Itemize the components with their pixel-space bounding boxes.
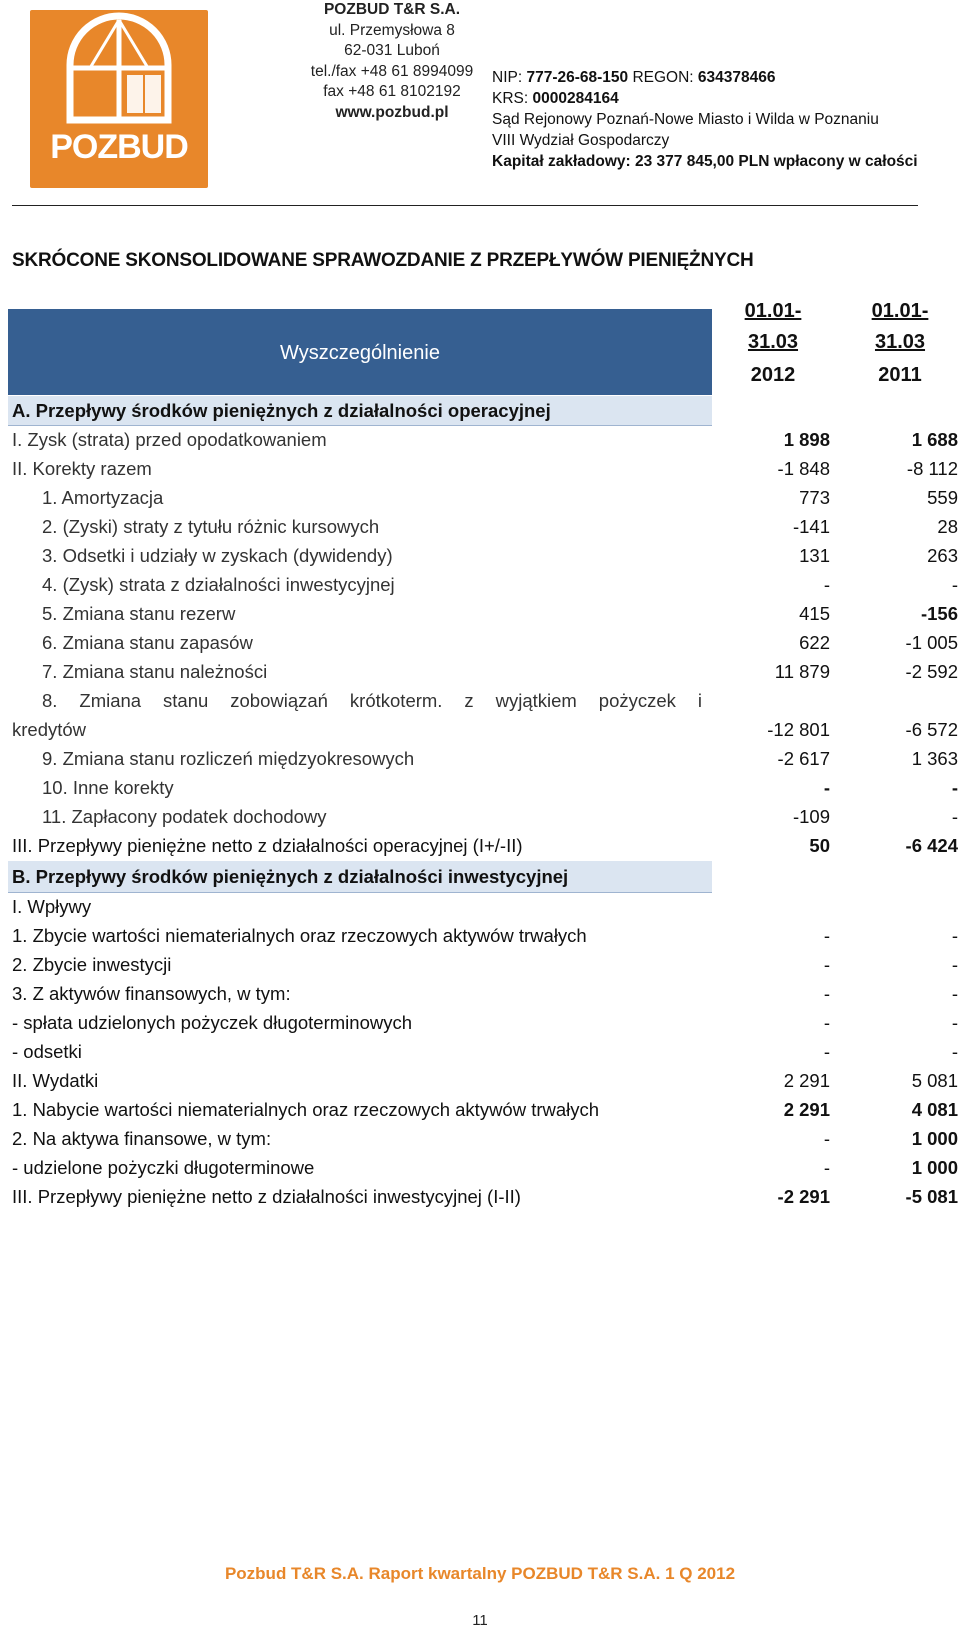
division-line: VIII Wydział Gospodarczy [492,132,670,149]
row-label-line2: kredytów [12,719,87,740]
row-label: II. Wydatki [12,1070,99,1091]
value-2012: 11 879 [774,661,830,682]
row-label: - udzielone pożyczki długoterminowe [12,1157,315,1178]
table-row [0,921,960,950]
row-label: 4. (Zysk) strata z działalności inwestycyjnej [42,574,395,595]
table-row [0,892,960,921]
table-row-total [0,831,960,860]
table-row [0,599,960,628]
krs-label: KRS: [492,90,533,107]
table-row [0,512,960,541]
row-label: 2. (Zyski) straty z tytułu różnic kursowych [42,516,380,537]
value-2011: 4 081 [911,1099,958,1120]
value-2011: -2 592 [905,661,958,682]
value-2012: - [823,925,830,946]
col2-period-end: 31.03 [874,331,926,353]
value-2011: -1 005 [905,632,958,653]
table-row [0,1008,960,1037]
row-label: - spłata udzielonych pożyczek długoterminowych [12,1012,413,1033]
row-label: 6. Zmiana stanu zapasów [42,632,253,653]
value-2012: -1 848 [777,458,830,479]
row-label: 1. Amortyzacja [42,487,164,508]
value-2012: - [823,574,830,595]
row-label: - odsetki [12,1041,82,1062]
krs-value: 0000284164 [532,90,619,107]
value-2011: 1 000 [911,1128,958,1149]
value-2011: 1 363 [911,748,958,769]
row-label: 1. Nabycie wartości niematerialnych oraz rzeczowych aktywów trwałych [12,1099,600,1120]
col2-year: 2011 [878,364,922,386]
value-2012: -109 [792,806,830,827]
value-2011: -6 424 [905,835,958,856]
section-b-label: B. Przepływy środków pieniężnych z działalności inwestycyjnej [12,866,569,887]
value-2011: 559 [927,487,958,508]
table-row [0,454,960,483]
col1-year: 2012 [750,364,796,386]
row-label: I. Wpływy [12,896,92,917]
table-row [0,628,960,657]
row-label: III. Przepływy pieniężne netto z działalności operacyjnej (I+/-II) [12,835,523,856]
value-2011: - [951,983,958,1004]
row-label: 10. Inne korekty [42,777,174,798]
value-2012: - [823,1012,830,1033]
value-2012: 773 [799,487,830,508]
regon-value: 634378466 [697,69,776,86]
value-2011: 263 [927,545,958,566]
col1-period-start: 01.01- [744,300,802,322]
column-header-description: Wyszczególnienie [280,342,440,364]
table-row [0,950,960,979]
page-number: 11 [472,1612,488,1629]
section-b-heading [0,862,960,891]
value-2012: - [823,1041,830,1062]
regon-label: REGON: [628,69,698,86]
company-website[interactable]: www.pozbud.pl [335,103,449,121]
capital-value: 23 377 845,00 PLN wpłacony w całości [634,153,918,170]
table-row [0,979,960,1008]
value-2012: - [823,954,830,975]
column-header-2012 [718,300,828,387]
value-2012: - [823,1157,830,1178]
value-2011: - [951,1012,958,1033]
company-street: ul. Przemysłowa 8 [329,21,455,39]
row-label: 2. Na aktywa finansowe, w tym: [12,1128,272,1149]
table-row [0,1153,960,1182]
row-label: 3. Z aktywów finansowych, w tym: [12,983,291,1004]
page-footer: Pozbud T&R S.A. Raport kwartalny POZBUD T&R S.A. 1 Q 2012 [224,1564,736,1583]
value-2012: - [823,1128,830,1149]
row-label: 9. Zmiana stanu rozliczeń międzyokresowych [42,748,415,769]
value-2012: -2 291 [777,1186,830,1207]
table-row [0,715,960,744]
value-2011: 28 [937,516,958,537]
value-2011: - [951,574,958,595]
row-label: I. Zysk (strata) przed opodatkowaniem [12,429,327,450]
value-2012: 131 [799,545,830,566]
nip-label: NIP: [492,69,527,86]
section-a-heading [0,396,960,425]
row-label: 7. Zmiana stanu należności [42,661,268,682]
table-row [0,425,960,454]
table-row [0,1124,960,1153]
row-label: 2. Zbycie inwestycji [12,954,172,975]
company-name: POZBUD T&R S.A. [323,1,461,18]
value-2012: -2 617 [777,748,830,769]
table-row [0,1066,960,1095]
value-2012: - [823,983,830,1004]
table-row [0,686,960,715]
nip-value: 777-26-68-150 [526,69,629,86]
value-2012: 2 291 [783,1099,830,1120]
table-row [0,570,960,599]
value-2012: - [823,777,830,798]
value-2011: - [951,1041,958,1062]
table-row [0,802,960,831]
value-2011: -6 572 [905,719,958,740]
value-2011: 1 000 [911,1157,958,1178]
value-2012: 415 [799,603,830,624]
report-title: SKRÓCONE SKONSOLIDOWANE SPRAWOZDANIE Z PRZEPŁYWÓW PIENIĘŻNYCH [12,250,754,271]
row-label: 5. Zmiana stanu rezerw [42,603,236,624]
value-2011: -156 [920,603,958,624]
value-2012: 2 291 [783,1070,830,1091]
value-2011: - [951,925,958,946]
col2-period-start: 01.01- [871,300,929,322]
logo-text: POZBUD [50,128,188,166]
col1-period-end: 31.03 [747,331,799,353]
row-label: 11. Zapłacony podatek dochodowy [42,806,327,827]
value-2011: -8 112 [906,458,958,479]
value-2011: 5 081 [911,1070,958,1091]
row-label: II. Korekty razem [12,458,152,479]
row-label: 3. Odsetki i udziały w zyskach (dywidendy) [42,545,393,566]
table-row [0,657,960,686]
company-fax: fax +48 61 8102192 [323,83,461,100]
value-2011: -5 081 [905,1186,958,1207]
value-2012: 1 898 [783,429,830,450]
company-city: 62-031 Luboń [344,42,440,59]
table-row [0,744,960,773]
table-row [0,541,960,570]
table-row-total [0,1182,960,1211]
row-label: III. Przepływy pieniężne netto z działalności inwestycyjnej (I-II) [12,1186,521,1207]
value-2011: - [951,777,958,798]
table-row [0,1037,960,1066]
value-2011: - [951,954,958,975]
row-label: 1. Zbycie wartości niematerialnych oraz rzeczowych aktywów trwałych [12,925,587,946]
capital-label: Kapitał zakładowy: [492,153,635,170]
row-label-line1: 8. Zmiana stanu zobowiązań krótkoterm. z wyjątkiem pożyczek i [42,690,702,711]
section-a-label: A. Przepływy środków pieniężnych z działalności operacyjnej [12,400,551,421]
table-row [0,483,960,512]
court-line: Sąd Rejonowy Poznań-Nowe Miasto i Wilda w Poznaniu [492,111,879,128]
table-row [0,1095,960,1124]
value-2011: 1 688 [911,429,958,450]
column-header-2011 [845,300,955,387]
value-2012: -12 801 [767,719,830,740]
table-row [0,773,960,802]
value-2012: 50 [809,835,830,856]
value-2012: -141 [792,516,830,537]
value-2011: - [951,806,958,827]
value-2012: 622 [799,632,830,653]
company-tel: tel./fax +48 61 8994099 [310,62,474,80]
